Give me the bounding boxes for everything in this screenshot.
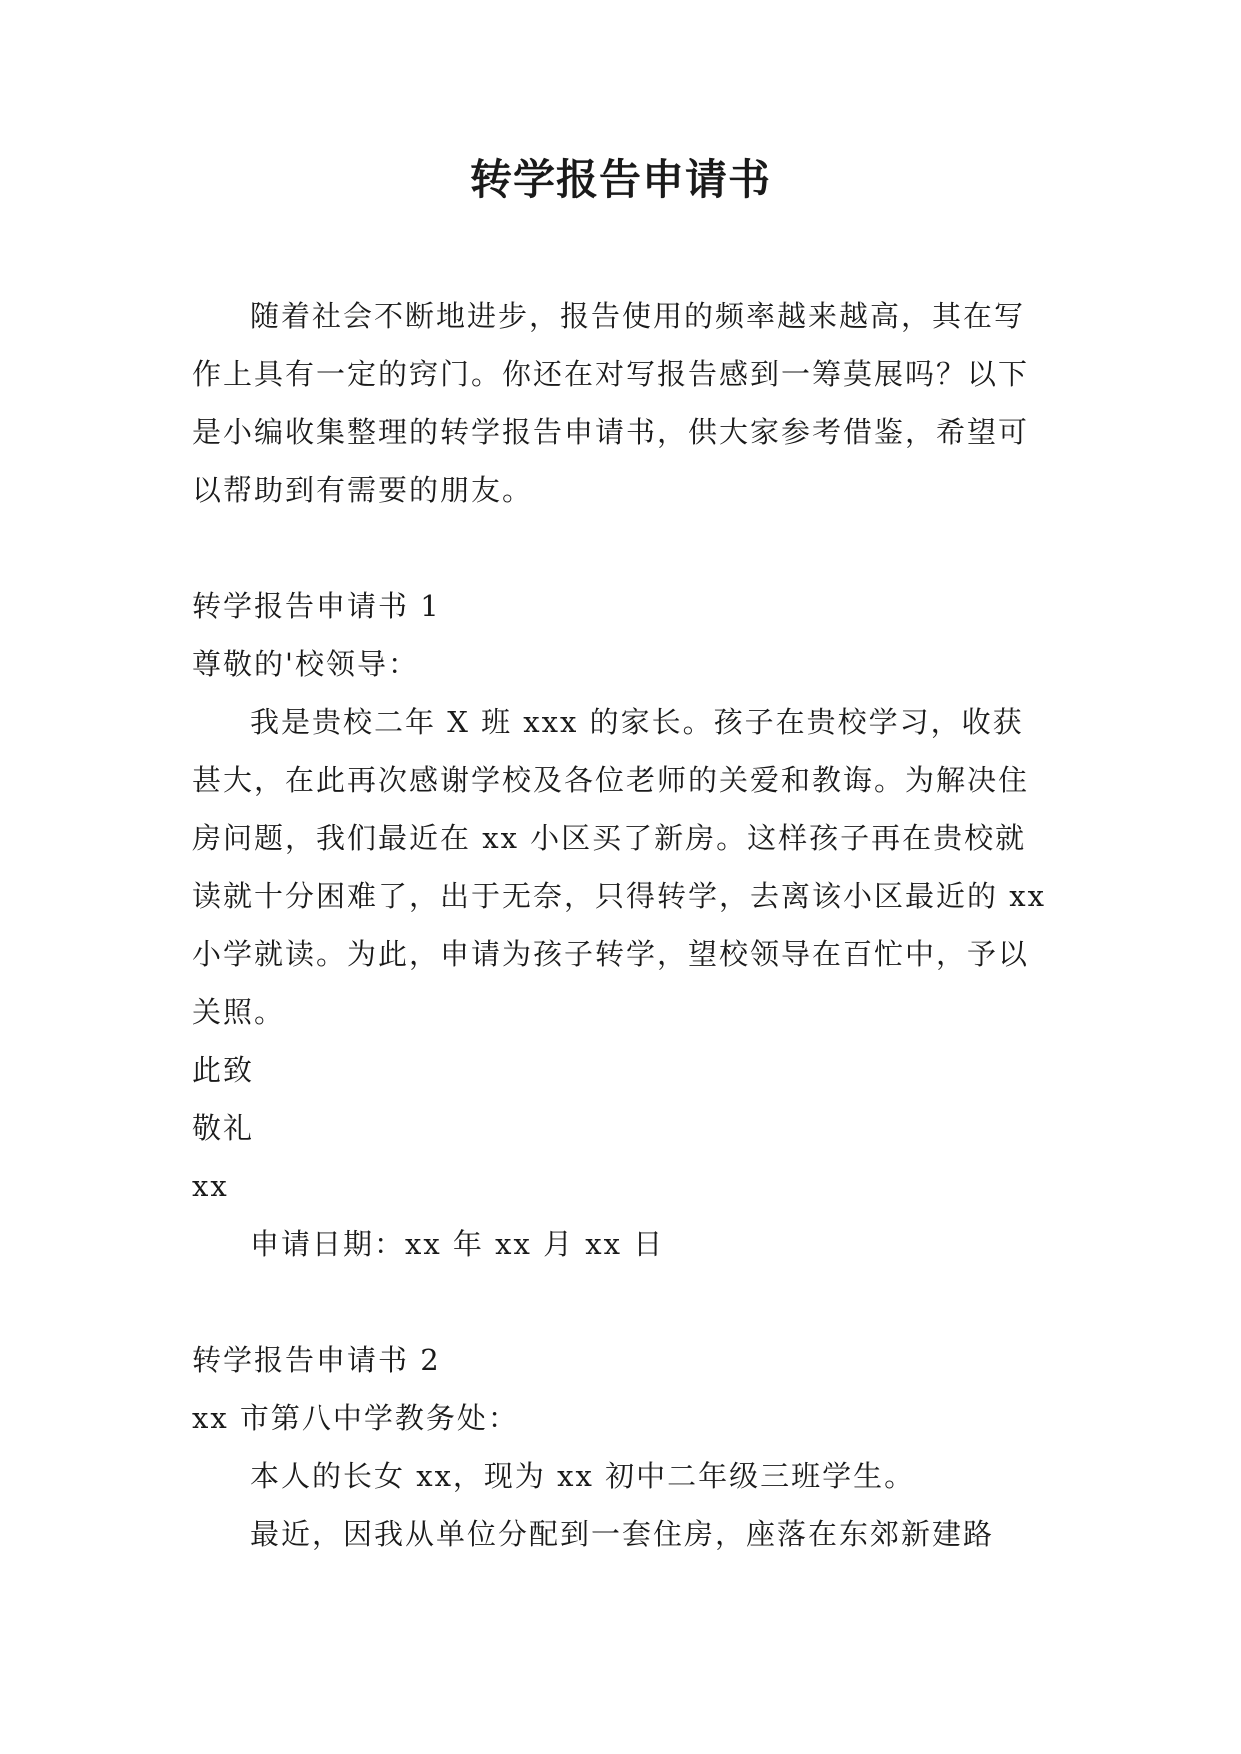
section-heading: 转学报告申请书 1 <box>192 589 441 623</box>
closing-line: 此致 <box>192 1053 255 1087</box>
letter-body: 我是贵校二年 X 班 xxx 的家长。孩子在贵校学习，收获甚大，在此再次感谢学校及各位老师的关爱和教诲。为解决住房问题，我们最近在 xx 小区买了新房。这样孩子再在贵校就读就十分困难了，出于无奈，只得转学，去离该小区最近的 xx 小学就读。为此，申请为孩子转学，望校领导在百忙中，予以关照。 <box>192 705 1046 1029</box>
document-title: 转学报告申请书 <box>469 155 771 204</box>
spacer <box>192 1273 1052 1331</box>
spacer <box>192 519 1052 577</box>
intro-paragraph: 随着社会不断地进步，报告使用的频率越来越高，其在写作上具有一定的窍门。你还在对写报告感到一筹莫展吗？以下是小编收集整理的转学报告申请书，供大家参考借鉴，希望可以帮助到有需要的朋友。 <box>192 299 1030 507</box>
letter-paragraph: 最近，因我从单位分配到一套住房，座落在东郊新建路 <box>250 1517 995 1551</box>
letter-paragraph: 本人的长女 xx，现为 xx 初中二年级三班学生。 <box>250 1459 916 1493</box>
salutation: xx 市第八中学教务处： <box>192 1401 519 1435</box>
document-body <box>192 287 1052 1563</box>
salutation: 尊敬的'校领导： <box>192 647 419 681</box>
section-heading: 转学报告申请书 2 <box>192 1343 441 1377</box>
application-date: 申请日期：xx 年 xx 月 xx 日 <box>250 1227 665 1261</box>
closing-line: 敬礼 <box>192 1111 255 1145</box>
signature: xx <box>192 1169 229 1203</box>
